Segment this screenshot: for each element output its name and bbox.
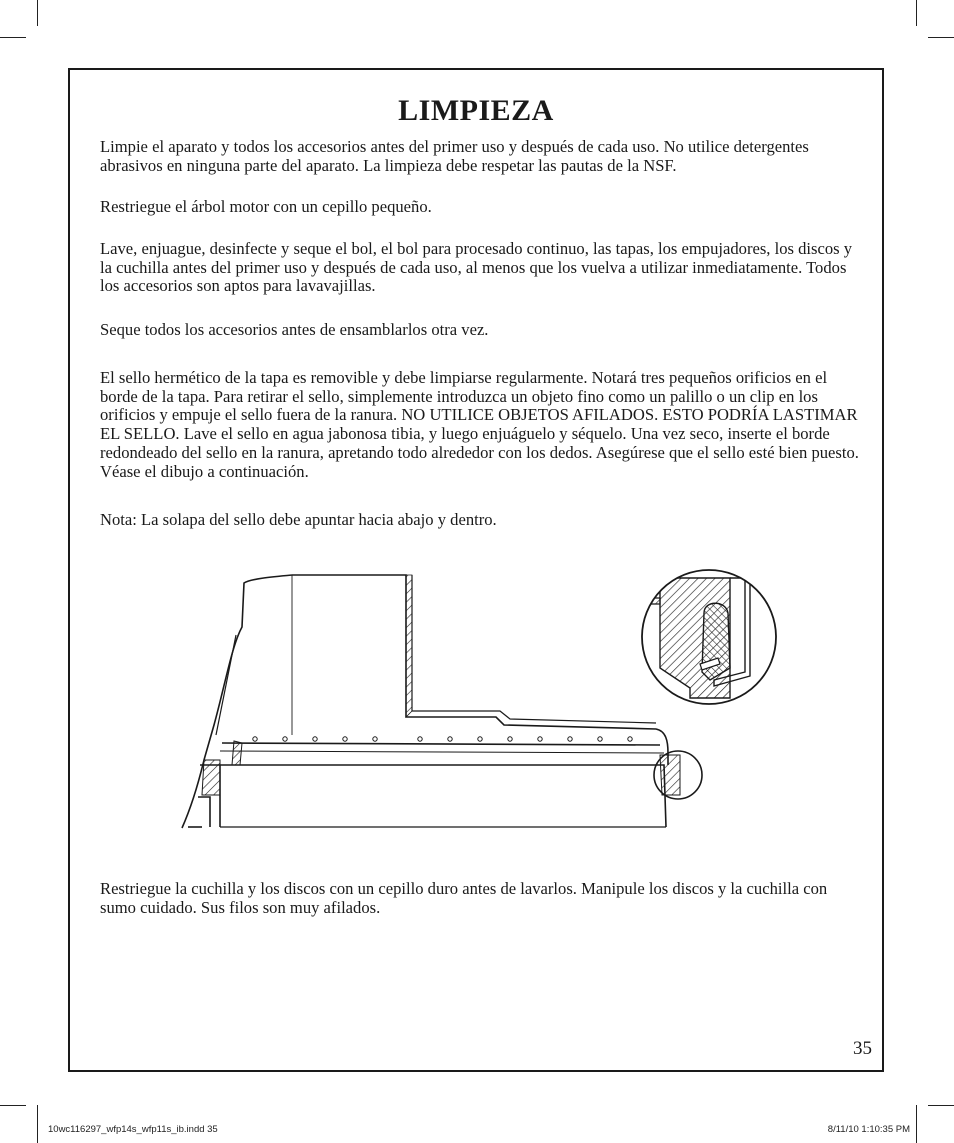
paragraph-dry-parts: Seque todos los accesorios antes de ensamblarlos otra vez.: [100, 320, 489, 339]
paragraph-wash-parts: Lave, enjuague, desinfecte y seque el bol, el bol para procesado continuo, las tapas, los empujadores, los discos y la cuchilla antes del primer uso y después de cada uso, al menos que los vuelva a utilizar inmediatamente. Todos los accesorios son aptos para lavavajillas.: [100, 239, 853, 296]
paragraph-cleaning-intro: Limpie el aparato y todos los accesorios antes del primer uso y después de cada uso. No utilice detergentes abrasivos en ninguna parte del aparato. La limpieza debe respetar las pautas de la NSF.: [100, 137, 809, 175]
crop-mark: [37, 1105, 38, 1143]
print-slug-filename: 10wc116297_wfp14s_wfp11s_ib.indd 35: [48, 1124, 218, 1135]
lid-seal-diagram: [180, 565, 710, 835]
paragraph-blade-discs: Restriegue la cuchilla y los discos con un cepillo duro antes de lavarlos. Manipule los discos y la cuchilla con sumo cuidado. Sus filos son muy afilados.: [100, 879, 828, 917]
paragraph-seal-note: Nota: La solapa del sello debe apuntar hacia abajo y dentro.: [100, 510, 497, 529]
paragraph-lid-seal: El sello hermético de la tapa es removible y debe limpiarse regularmente. Notará tres pequeños orificios en el borde de la tapa. Para retirar el sello, simplemente introduzca un objeto fino como un palillo o un clip en los orificios y empuje el sello fuera de la ranura. NO UTILICE OBJETOS AFILADOS. ESTO PODRÍA LASTIMAR EL SELLO. Lave el sello en agua jabonosa tibia, y luego enjuáguelo y séquelo. Una vez seco, inserte el borde redondeado del sello en la ranura, apretando todo alrededor con los dedos. Asegúrese que el sello esté bien puesto. Véase el dibujo a continuación.: [100, 368, 859, 481]
paragraph-drive-shaft: Restriegue el árbol motor con un cepillo pequeño.: [100, 197, 432, 216]
page-title: LIMPIEZA: [398, 94, 554, 127]
seal-detail-magnified: [640, 568, 778, 706]
crop-mark: [928, 37, 954, 38]
crop-mark: [916, 1105, 917, 1143]
print-slug-timestamp: 8/11/10 1:10:35 PM: [827, 1124, 910, 1135]
crop-mark: [0, 37, 26, 38]
page-number: 35: [853, 1038, 872, 1059]
crop-mark: [37, 0, 38, 26]
crop-mark: [928, 1105, 954, 1106]
crop-mark: [0, 1105, 26, 1106]
crop-mark: [916, 0, 917, 26]
